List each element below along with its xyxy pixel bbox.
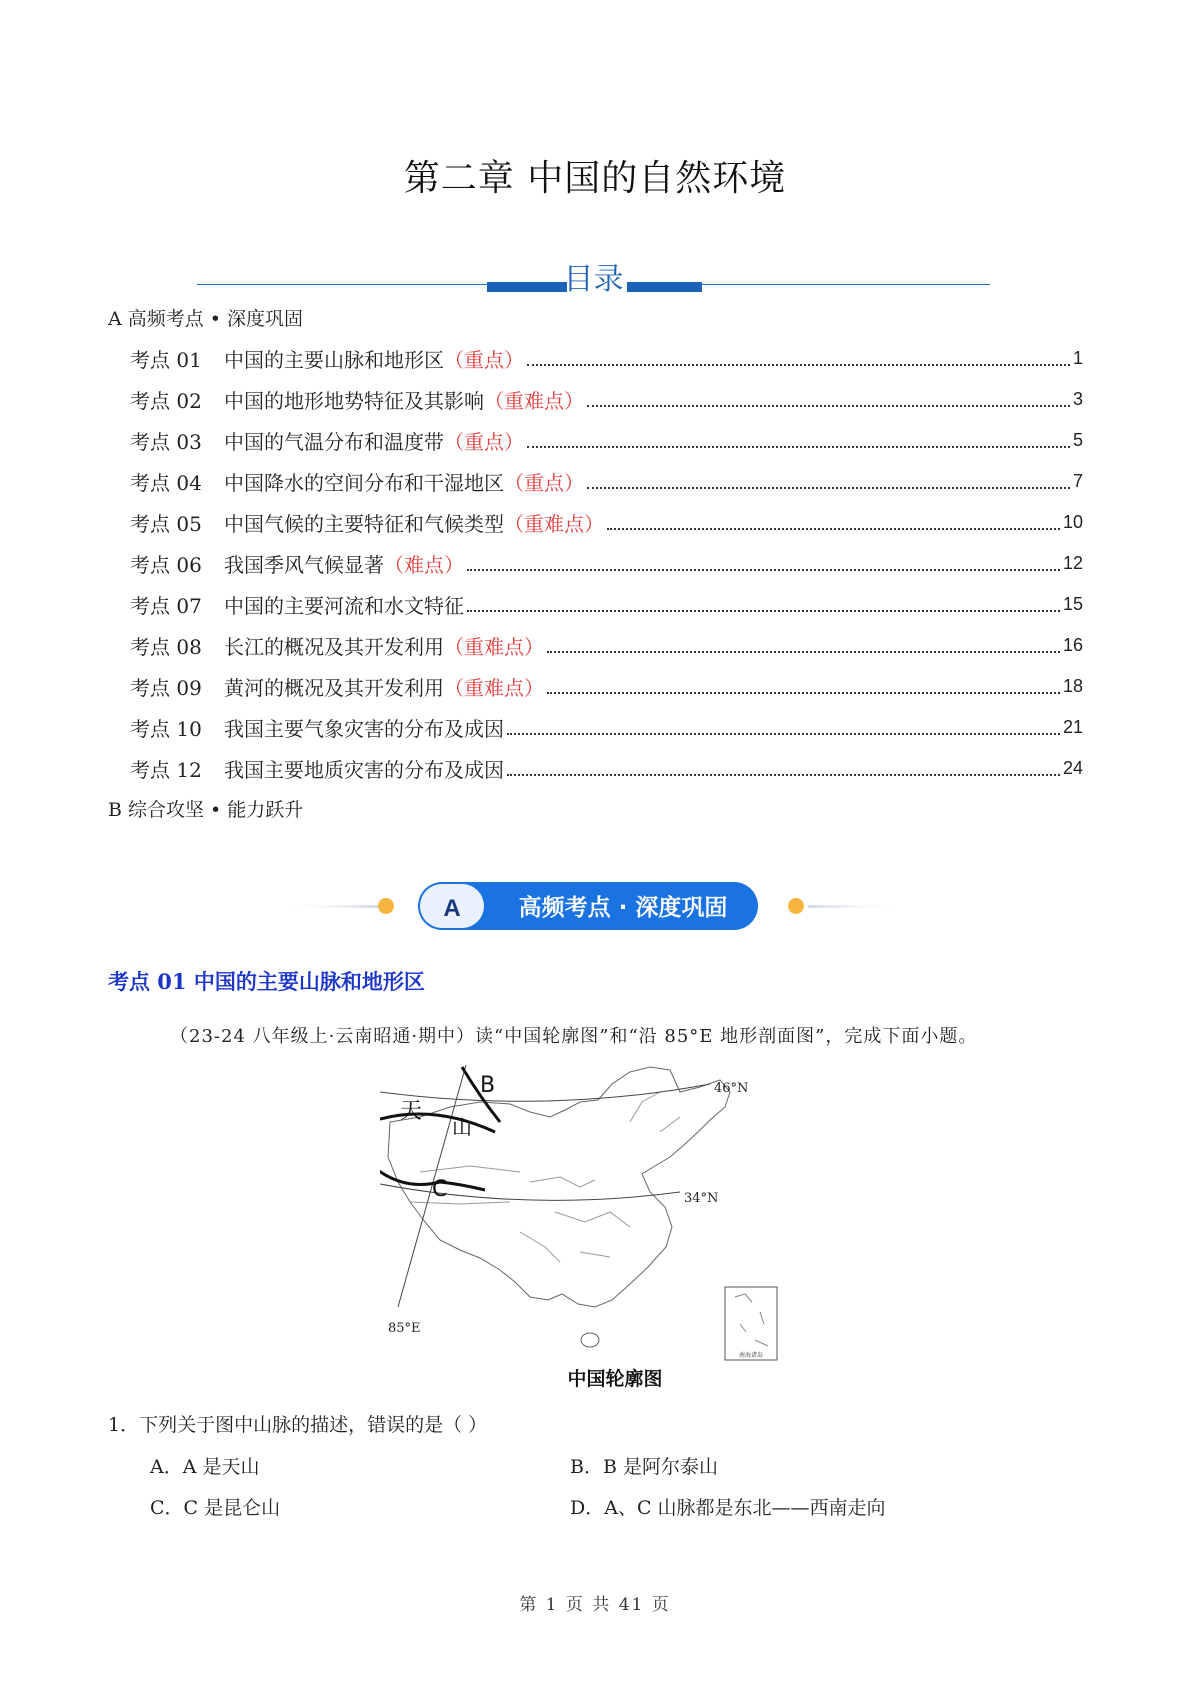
toc-item-name: 黄河的概况及其开发利用	[224, 675, 444, 700]
toc-item-tag: （重点）	[444, 347, 524, 372]
toc-item[interactable]	[130, 753, 1083, 783]
toc-item[interactable]	[130, 425, 1083, 455]
toc-item-name: 我国季风气候显著	[224, 552, 384, 577]
toc-item-page: 3	[1072, 388, 1083, 409]
toc-leader-dots	[587, 391, 1070, 407]
toc-item-tag: （重难点）	[484, 388, 584, 413]
toc-leader-dots	[507, 719, 1060, 735]
toc-item-name: 中国气候的主要特征和气候类型	[224, 511, 504, 536]
latitude-34n-line	[380, 1184, 680, 1200]
toc-item-tag: （重难点）	[444, 675, 544, 700]
question-intro: （23-24 八年级上·云南昭通·期中）读“中国轮廓图”和“沿 85°E 地形剖面图”，完成下面小题。	[170, 1026, 978, 1047]
toc-heading-label: 目录	[563, 262, 624, 297]
toc-leader-dots	[547, 678, 1060, 694]
toc-item-page: 24	[1062, 757, 1083, 778]
kaodian-title: 考点 01 中国的主要山脉和地形区	[108, 969, 425, 994]
toc-item-tag: （重点）	[504, 470, 584, 495]
banner-rule-left	[280, 905, 380, 908]
banner-dot-left	[378, 898, 394, 914]
toc-item-page: 16	[1062, 634, 1083, 655]
option-b[interactable]: B．B 是阿尔泰山	[570, 1456, 718, 1478]
graticule	[380, 1065, 710, 1307]
toc-heading	[197, 262, 990, 297]
mountain-a-tianshan	[380, 1114, 495, 1132]
toc-item-page: 1	[1072, 347, 1083, 368]
map-caption: 中国轮廓图	[567, 1368, 663, 1390]
toc-leader-dots	[507, 760, 1060, 776]
toc-item-name: 中国的气温分布和温度带	[224, 429, 444, 454]
chapter-title: 第二章 中国的自然环境	[403, 158, 787, 199]
toc-item[interactable]	[130, 466, 1083, 496]
toc-item-tag: （难点）	[384, 552, 464, 577]
toc-item-number: 考点 08	[130, 634, 202, 659]
toc-section-a[interactable]: A 高频考点 • 深度巩固	[108, 308, 304, 330]
toc-item-page: 7	[1072, 470, 1083, 491]
toc-leader-dots	[587, 473, 1070, 489]
toc-item-number: 考点 10	[130, 716, 202, 741]
china-outline-map	[380, 1062, 800, 1362]
toc-item-number: 考点 06	[130, 552, 202, 577]
label-85e: 85°E	[388, 1321, 421, 1336]
page-footer: 第 1 页 共 41 页	[519, 1595, 671, 1615]
toc-item[interactable]	[130, 343, 1083, 373]
label-c: C	[432, 1177, 448, 1202]
toc-item-name: 长江的概况及其开发利用	[224, 634, 444, 659]
toc-leader-dots	[467, 555, 1060, 571]
toc-leader-dots	[527, 432, 1070, 448]
toc-item-page: 10	[1062, 511, 1083, 532]
toc-item-name: 我国主要地质灾害的分布及成因	[224, 757, 504, 782]
toc-item-page: 5	[1072, 429, 1083, 450]
label-46n: 46°N	[714, 1081, 749, 1096]
toc-item-number: 考点 07	[130, 593, 202, 618]
toc-item-name: 中国的主要河流和水文特征	[224, 593, 464, 618]
toc-item-number: 考点 12	[130, 757, 202, 782]
toc-item-number: 考点 04	[130, 470, 202, 495]
toc-item-name: 我国主要气象灾害的分布及成因	[224, 716, 504, 741]
toc-item-number: 考点 02	[130, 388, 202, 413]
banner-rule-right	[808, 905, 908, 908]
toc-item-page: 21	[1062, 716, 1083, 737]
toc-item-number: 考点 03	[130, 429, 202, 454]
toc-item[interactable]	[130, 712, 1083, 742]
toc-item-number: 考点 05	[130, 511, 202, 536]
banner-text: 高频考点 · 深度巩固	[518, 895, 728, 921]
inset-label: 南海诸岛	[738, 1352, 764, 1359]
banner-letter: A	[443, 895, 461, 922]
toc-item-tag: （重点）	[444, 429, 524, 454]
south-china-sea-inset	[725, 1287, 777, 1360]
banner-dot-right	[788, 898, 804, 914]
option-a[interactable]: A．A 是天山	[150, 1456, 260, 1478]
toc-item-number: 考点 01	[130, 347, 202, 372]
toc-section-b[interactable]: B 综合攻坚 • 能力跃升	[108, 799, 304, 821]
label-shan: 山	[452, 1115, 472, 1139]
toc-item[interactable]	[130, 548, 1083, 578]
label-b: B	[480, 1073, 496, 1098]
toc-item-name: 中国降水的空间分布和干湿地区	[224, 470, 504, 495]
latitude-46n-line	[380, 1084, 710, 1101]
toc-item-tag: （重难点）	[444, 634, 544, 659]
toc-item-name: 中国的地形地势特征及其影响	[224, 388, 484, 413]
toc-item[interactable]	[130, 589, 1083, 619]
toc-item-name: 中国的主要山脉和地形区	[224, 347, 444, 372]
toc-item-tag: （重难点）	[504, 511, 604, 536]
label-34n: 34°N	[684, 1191, 719, 1206]
section-a-banner	[280, 878, 910, 934]
toc-leader-dots	[527, 350, 1070, 366]
toc-leader-dots	[547, 637, 1060, 653]
map-outline	[388, 1067, 730, 1347]
toc-leader-dots	[607, 514, 1060, 530]
toc-leader-dots	[467, 596, 1060, 612]
toc-item-page: 15	[1062, 593, 1083, 614]
toc-item[interactable]	[130, 671, 1083, 701]
toc-item[interactable]	[130, 507, 1083, 537]
option-c[interactable]: C．C 是昆仑山	[150, 1497, 281, 1519]
question-stem: 1．下列关于图中山脉的描述，错误的是（ ）	[108, 1414, 488, 1436]
toc-item-page: 18	[1062, 675, 1083, 696]
toc-item-page: 12	[1062, 552, 1083, 573]
label-tian: 天	[400, 1099, 423, 1124]
toc-item-number: 考点 09	[130, 675, 202, 700]
toc-item[interactable]	[130, 384, 1083, 414]
option-d[interactable]: D．A、C 山脉都是东北——西南走向	[570, 1497, 886, 1519]
toc-item[interactable]	[130, 630, 1083, 660]
